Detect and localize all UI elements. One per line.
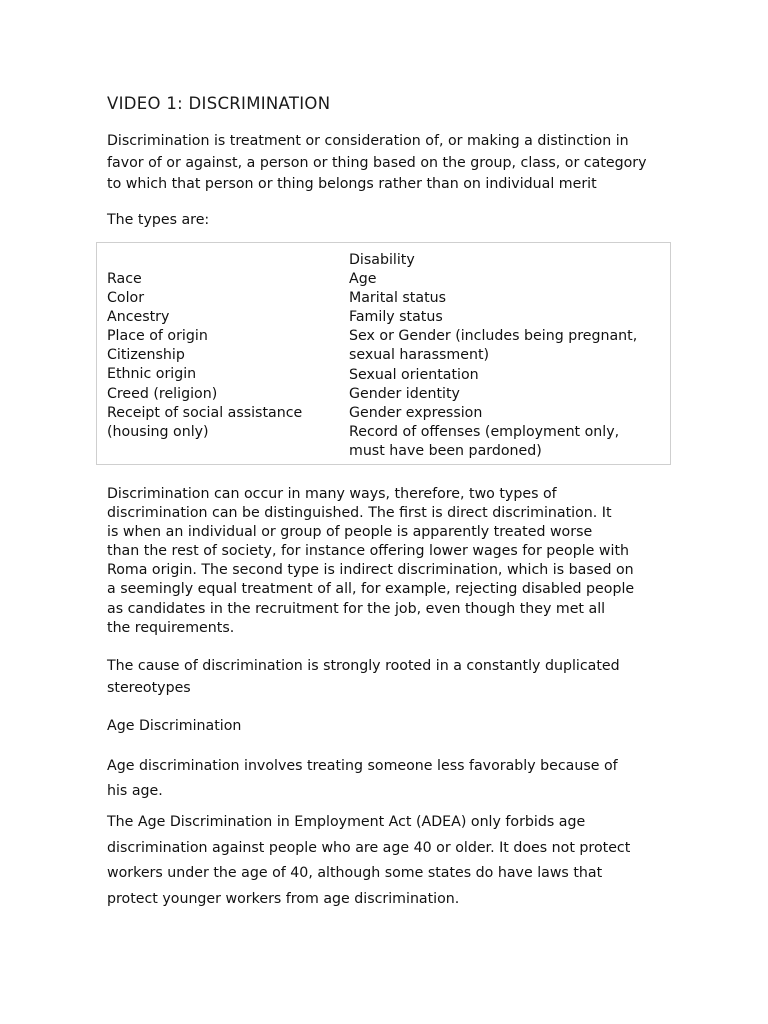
- ways-line: the requirements.: [107, 619, 235, 636]
- page-title: VIDEO 1: DISCRIMINATION: [107, 94, 331, 113]
- type-item: Citizenship: [107, 347, 185, 364]
- types-left-column: [107, 270, 302, 442]
- ways-line: Roma origin. The second type is indirect discrimination, which is based on: [107, 562, 634, 579]
- age-definition-line: his age.: [107, 783, 163, 799]
- type-item: Gender expression: [349, 404, 483, 421]
- type-item: must have been pardoned): [349, 442, 542, 459]
- type-item: Sex or Gender (includes being pregnant,: [349, 328, 638, 345]
- type-item: Ancestry: [107, 309, 170, 326]
- type-item: (housing only): [107, 423, 209, 440]
- ways-line: Discrimination can occur in many ways, therefore, two types of: [107, 486, 557, 502]
- type-item: Ethnic origin: [107, 366, 197, 383]
- cause-line: The cause of discrimination is strongly rooted in a constantly duplicated: [107, 658, 620, 674]
- adea-line: protect younger workers from age discrimination.: [107, 890, 460, 907]
- definition-line: Discrimination is treatment or consideration of, or making a distinction in: [107, 133, 629, 149]
- type-item: Sexual orientation: [349, 366, 479, 383]
- type-item: Family status: [349, 309, 443, 326]
- adea-line: The Age Discrimination in Employment Act (ADEA) only forbids age: [107, 814, 586, 830]
- type-item: Age: [349, 271, 377, 288]
- age-discrimination-heading: Age Discrimination: [107, 718, 242, 734]
- ways-line: a seemingly equal treatment of all, for example, rejecting disabled people: [107, 581, 635, 598]
- cause-line: stereotypes: [107, 680, 191, 696]
- type-item: Receipt of social assistance: [107, 404, 303, 421]
- type-item: Gender identity: [349, 385, 460, 402]
- age-definition-paragraph: [107, 754, 618, 804]
- ways-line: is when an individual or group of people is apparently treated worse: [107, 524, 593, 541]
- adea-paragraph: [107, 810, 630, 912]
- definition-line: favor of or against, a person or thing based on the group, class, or category: [107, 154, 647, 171]
- definition-paragraph: [107, 131, 647, 196]
- type-item: Creed (religion): [107, 385, 218, 402]
- adea-line: discrimination against people who are age 40 or older. It does not protect: [107, 839, 631, 856]
- ways-paragraph: [107, 485, 634, 638]
- type-item: sexual harassment): [349, 347, 490, 364]
- ways-line: discrimination can be distinguished. The first is direct discrimination. It: [107, 505, 612, 522]
- types-right-column: [349, 251, 637, 461]
- type-item: Place of origin: [107, 328, 208, 345]
- types-table: [96, 242, 671, 465]
- type-item: Color: [107, 290, 145, 307]
- cause-paragraph: [107, 655, 620, 699]
- types-intro: The types are:: [107, 212, 210, 228]
- definition-line: to which that person or thing belongs rather than on individual merit: [107, 176, 597, 192]
- type-item: Marital status: [349, 290, 447, 307]
- type-item: Disability: [349, 252, 415, 268]
- age-definition-line: Age discrimination involves treating someone less favorably because of: [107, 758, 618, 774]
- ways-line: as candidates in the recruitment for the job, even though they met all: [107, 600, 606, 617]
- type-item: Race: [107, 271, 142, 287]
- ways-line: than the rest of society, for instance offering lower wages for people with: [107, 543, 630, 560]
- adea-line: workers under the age of 40, although some states do have laws that: [107, 865, 603, 881]
- type-item: Record of offenses (employment only,: [349, 423, 620, 440]
